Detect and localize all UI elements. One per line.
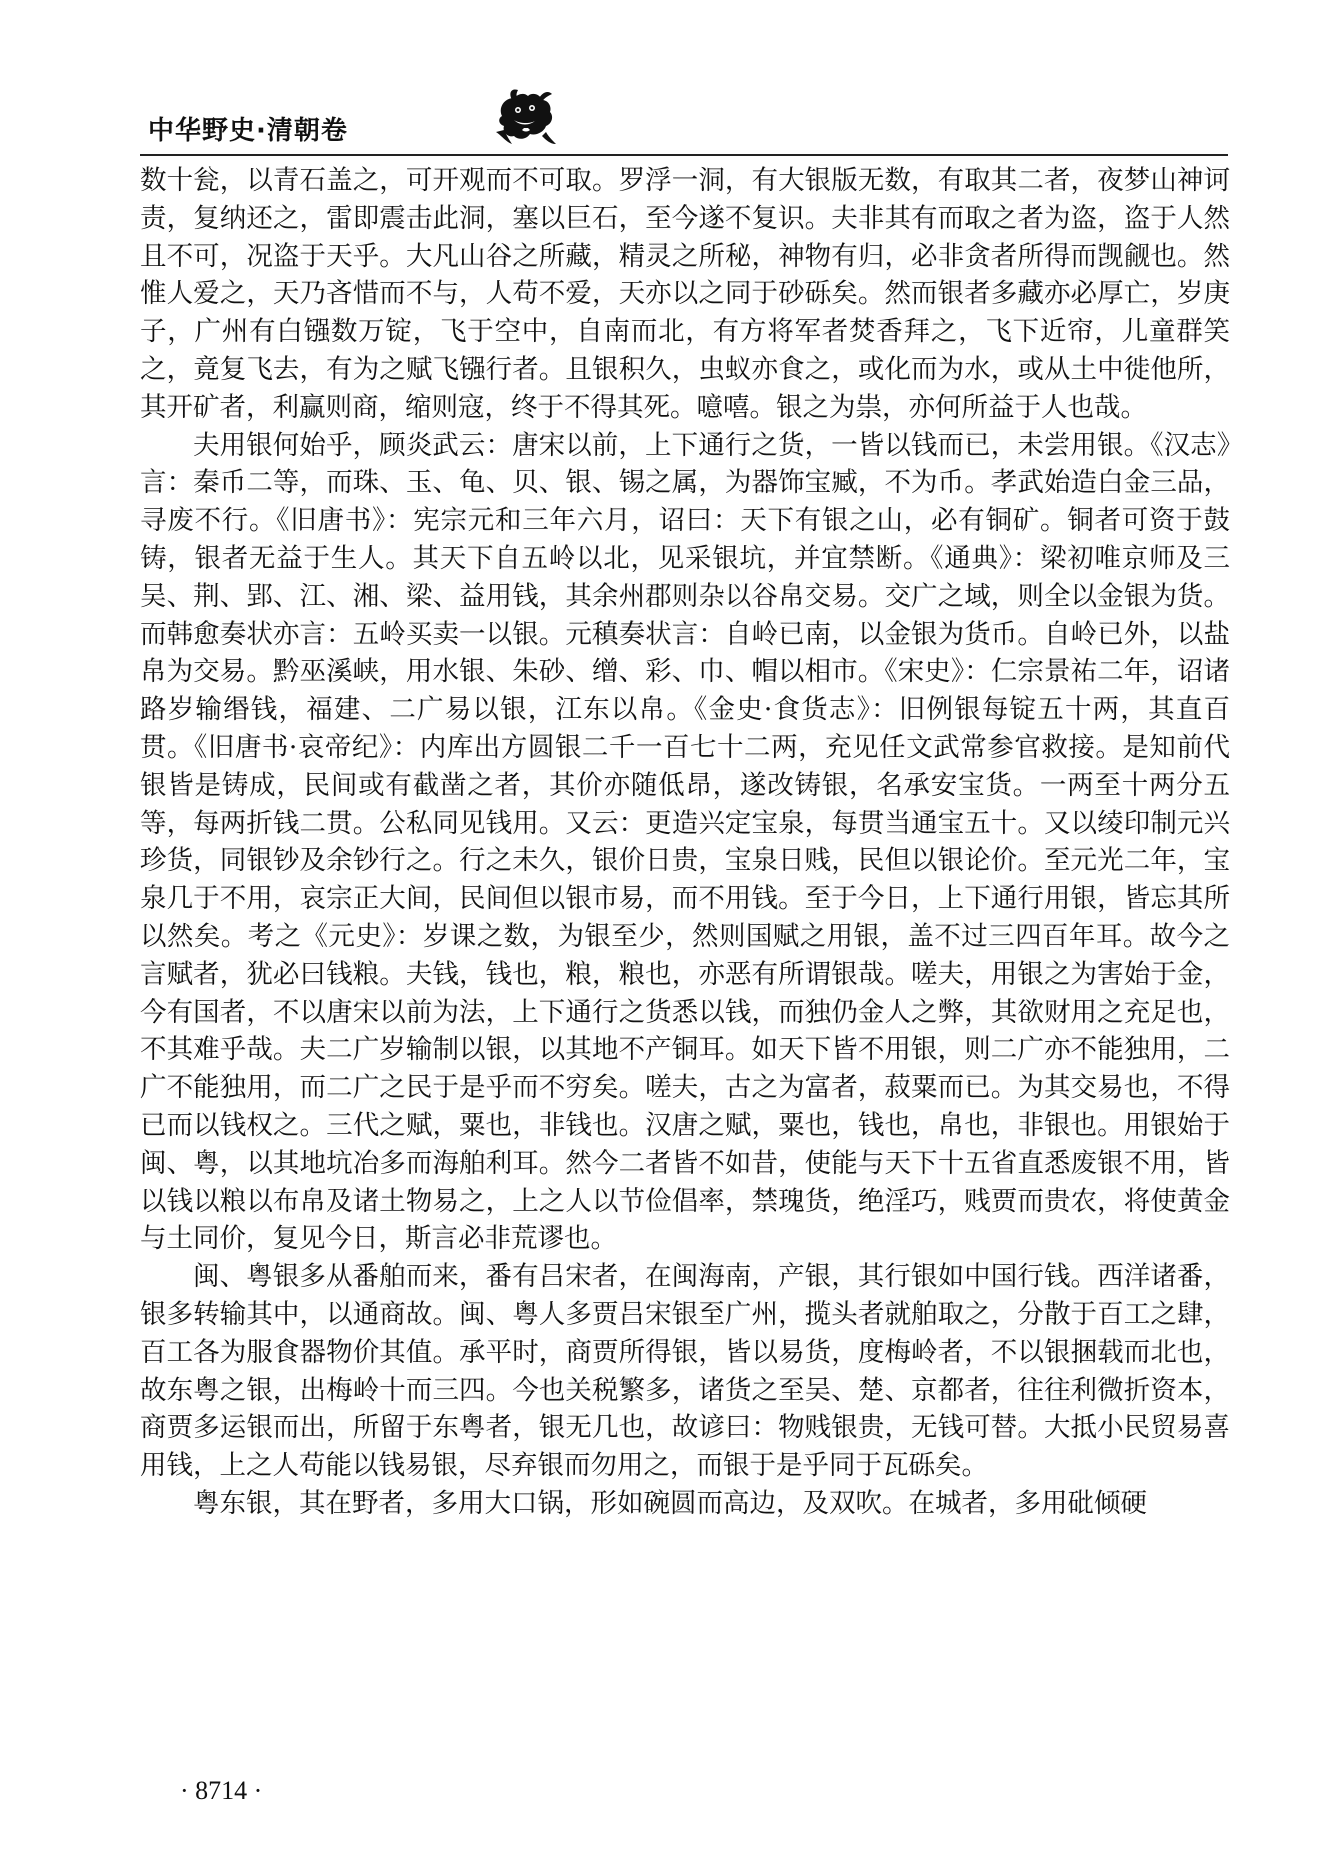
- running-header: [140, 108, 1220, 156]
- dragon-emblem-icon: [492, 86, 558, 148]
- running-header-title: 中华野史·清朝卷: [148, 116, 348, 146]
- page-number: · 8714 ·: [180, 1776, 263, 1805]
- header-rule: [140, 154, 1228, 156]
- paragraph-1: 数十瓮，以青石盖之，可开观而不可取。罗浮一洞，有大银版无数，有取其二者，夜梦山神诃责，复纳还之，雷即震击此洞，塞以巨石，至今遂不复识。夫非其有而取之者为盗，盗于人然且不可，况盗于天乎。大凡山谷之所藏，精灵之所秘，神物有归，必非贪者所得而觊觎也。然惟人爱之，天乃吝惜而不与，人苟不爱，天亦以之同于砂砾矣。然而银者多藏亦必厚亡，岁庚子，广州有白镪数万锭，飞于空中，自南而北，有方将军者焚香拜之，飞下近帘，儿童群笑之，竟复飞去，有为之赋飞镪行者。且银积久，虫蚁亦食之，或化而为水，或从土中徙他所，其开矿者，利赢则商，缩则寇，终于不得其死。噫嘻。银之为祟，亦何所益于人也哉。: [140, 165, 1230, 423]
- body-text: [140, 162, 1230, 1523]
- paragraph-3: 闽、粤银多从番舶而来，番有吕宋者，在闽海南，产银，其行银如中国行钱。西洋诸番，银多转输其中，以通商故。闽、粤人多贾吕宋银至广州，揽头者就舶取之，分散于百工之肆，百工各为服食器物价其值。承平时，商贾所得银，皆以易货，度梅岭者，不以银捆载而北也，故东粤之银，出梅岭十而三四。今也关税繁多，诸货之至吴、楚、京都者，往往利微折资本，商贾多运银而出，所留于东粤者，银无几也，故谚曰：物贱银贵，无钱可替。大抵小民贸易喜用钱，上之人苟能以钱易银，尽弃银而勿用之，而银于是乎同于瓦砾矣。: [140, 1261, 1230, 1482]
- paragraph-4: 粤东银，其在野者，多用大口锅，形如碗圆而高边，及双吹。在城者，多用砒倾硬: [193, 1487, 1147, 1519]
- paragraph-2: 夫用银何始乎，顾炎武云：唐宋以前，上下通行之货，一皆以钱而已，未尝用银。《汉志》言：秦币二等，而珠、玉、龟、贝、银、锡之属，为器饰宝臧，不为币。孝武始造白金三品，寻废不行。《旧唐书》：宪宗元和三年六月，诏曰：天下有银之山，必有铜矿。铜者可资于鼓铸，银者无益于生人。其天下自五岭以北，见采银坑，并宜禁断。《通典》：梁初唯京师及三吴、荆、郢、江、湘、梁、益用钱，其余州郡则杂以谷帛交易。交广之域，则全以金银为货。而韩愈奏状亦言：五岭买卖一以银。元稹奏状言：自岭已南，以金银为货币。自岭已外，以盐帛为交易。黔巫溪峡，用水银、朱砂、缯、彩、巾、帽以相市。《宋史》：仁宗景祐二年，诏诸路岁输缗钱，福建、二广易以银，江东以帛。《金史·食货志》：旧例银每锭五十两，其直百贯。《旧唐书·哀帝纪》：内库出方圆银二千一百七十二两，充见任文武常参官救接。是知前代银皆是铸成，民间或有截凿之者，其价亦随低昂，遂改铸银，名承安宝货。一两至十两分五等，每两折钱二贯。公私同见钱用。又云：更造兴定宝泉，每贯当通宝五十。又以绫印制元兴珍货，同银钞及余钞行之。行之未久，银价日贵，宝泉日贱，民但以银论价。至元光二年，宝泉几于不用，哀宗正大间，民间但以银市易，而不用钱。至于今日，上下通行用银，皆忘其所以然矣。考之《元史》：岁课之数，为银至少，然则国赋之用银，盖不过三四百年耳。故今之言赋者，犹必曰钱粮。夫钱，钱也，粮，粮也，亦恶有所谓银哉。嗟夫，用银之为害始于金，今有国者，不以唐宋以前为法，上下通行之货悉以钱，而独仍金人之弊，其欲财用之充足也，不其难乎哉。夫二广岁输制以银，以其地不产铜耳。如天下皆不用银，则二广亦不能独用，二广不能独用，而二广之民于是乎而不穷矣。嗟夫，古之为富者，菽粟而已。为其交易也，不得已而以钱权之。三代之赋，粟也，非钱也。汉唐之赋，粟也，钱也，帛也，非银也。用银始于闽、粤，以其地坑冶多而海舶利耳。然今二者皆不如昔，使能与天下十五省直悉废银不用，皆以钱以粮以布帛及诸土物易之，上之人以节俭倡率，禁瑰货，绝淫巧，贱贾而贵农，将使黄金与土同价，复见今日，斯言必非荒谬也。: [140, 429, 1230, 1255]
